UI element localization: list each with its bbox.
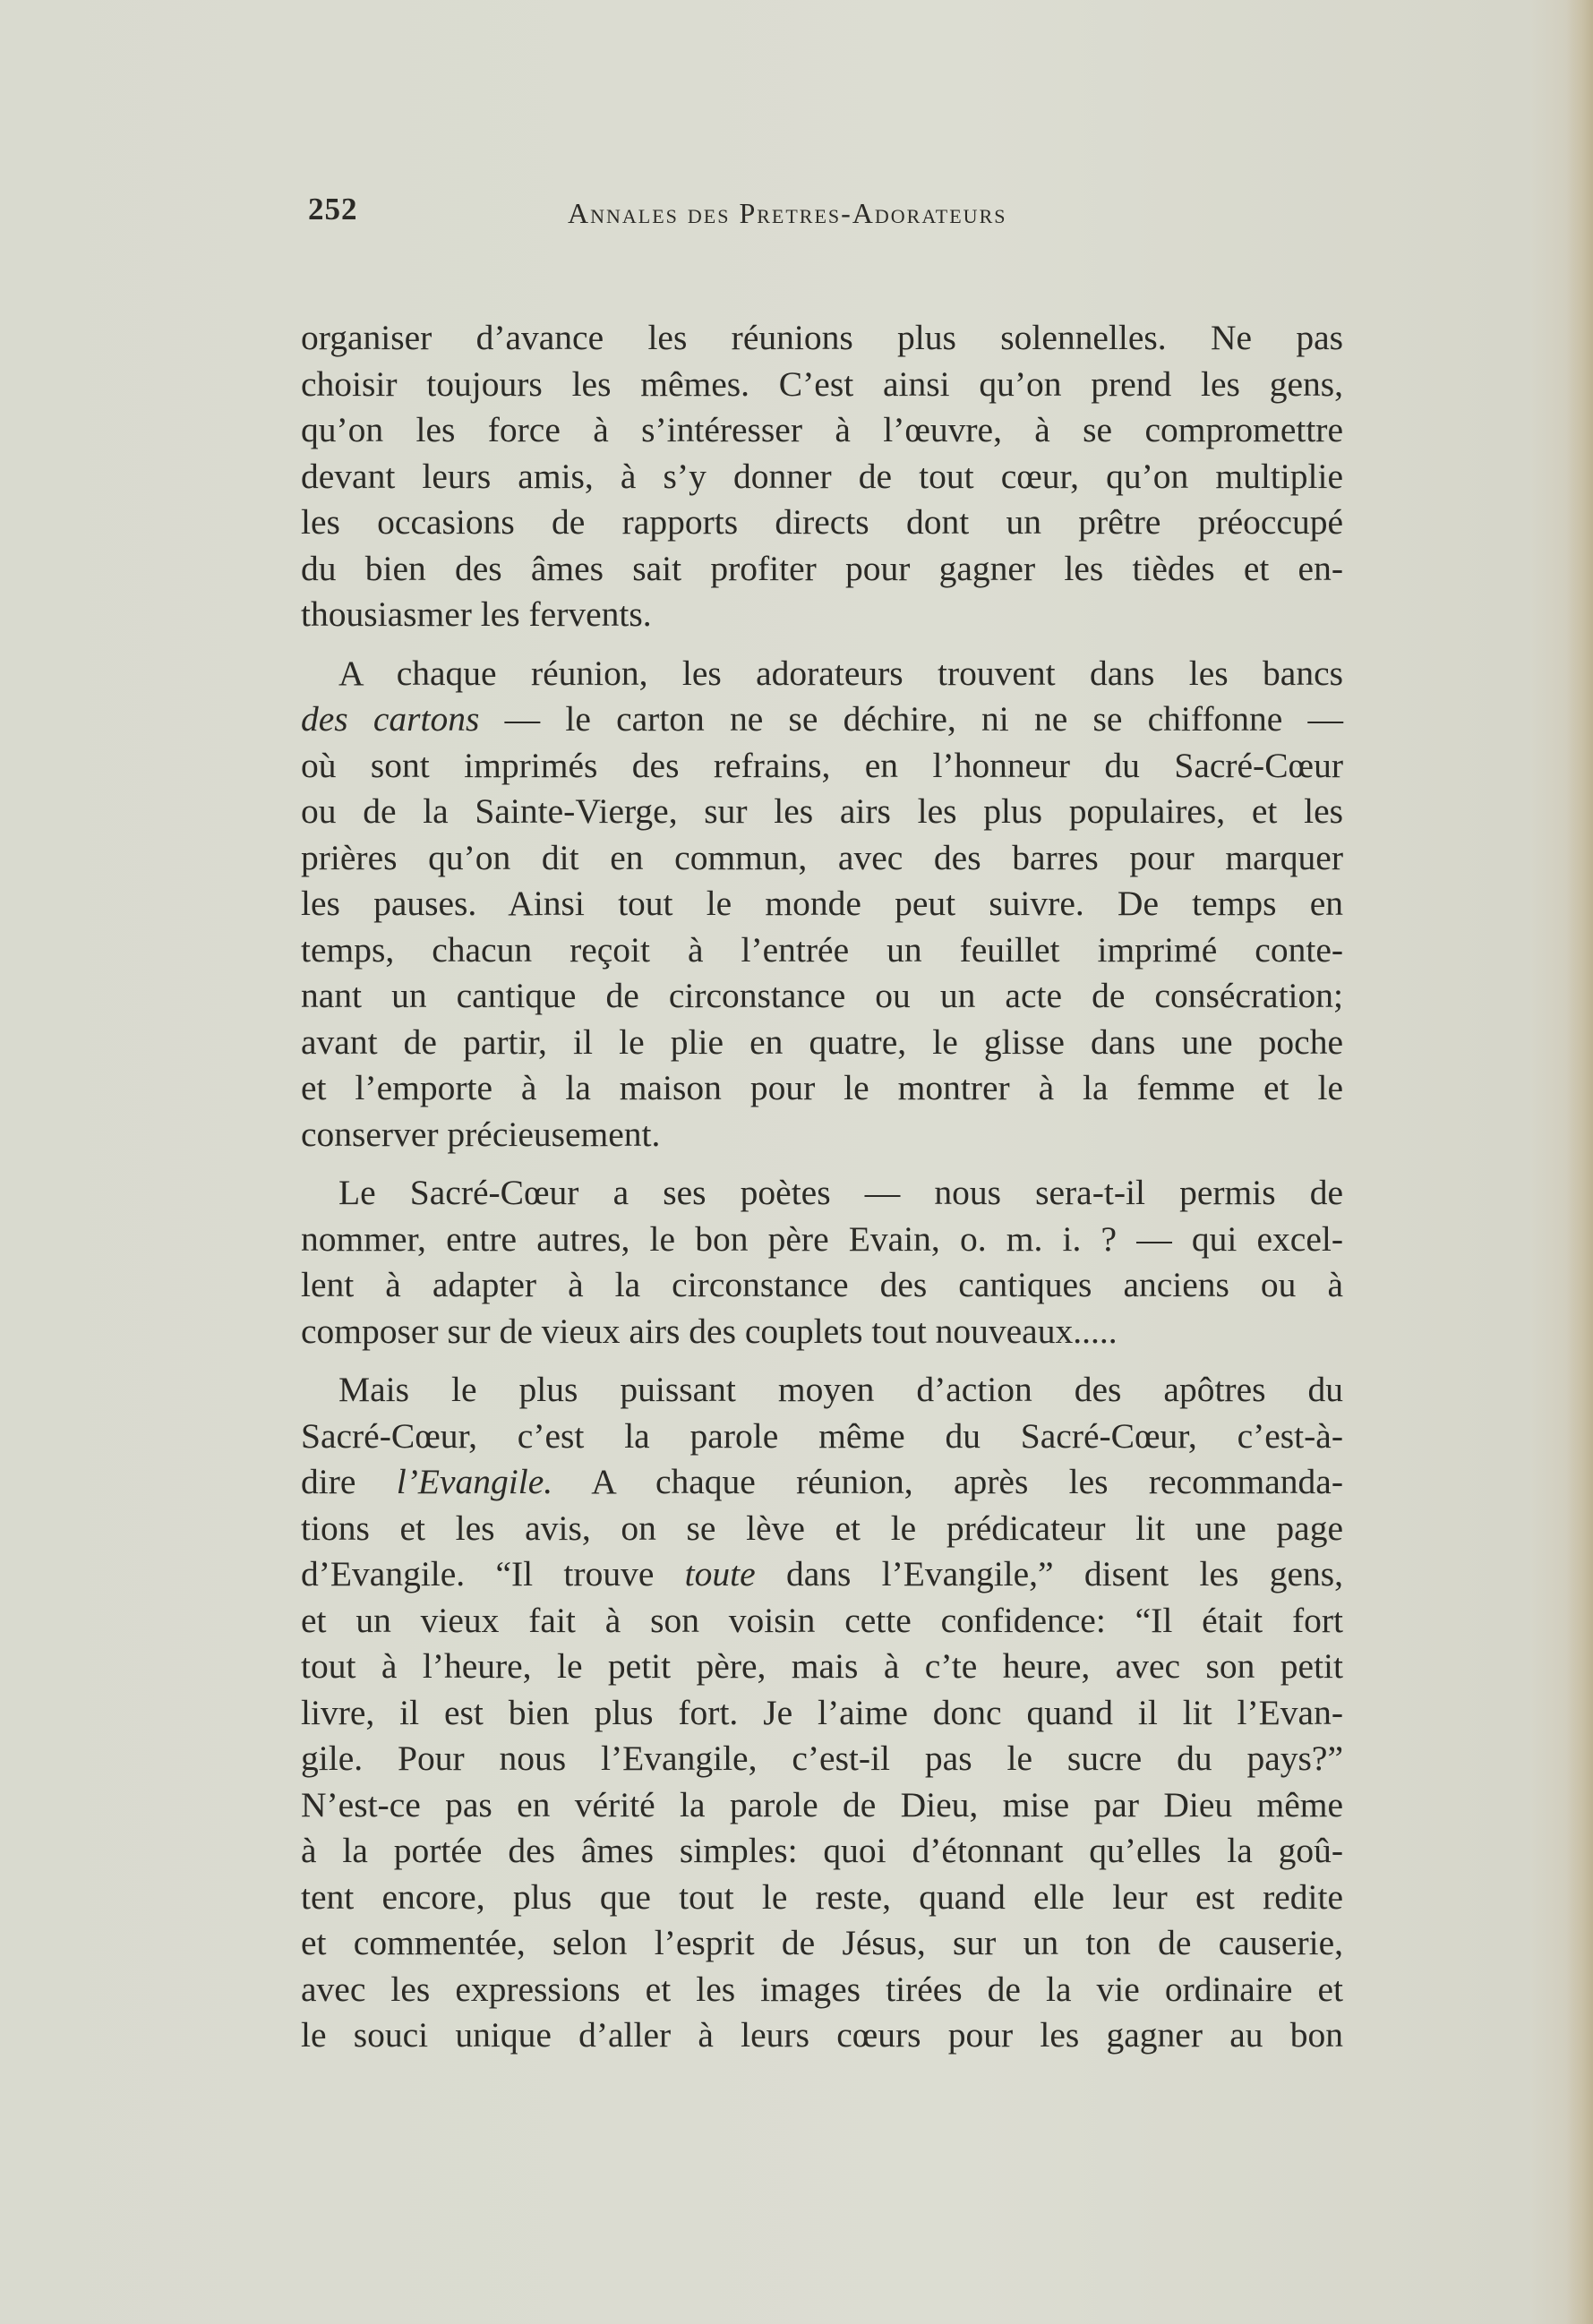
text-line: temps, chacun reçoit à l’entrée un feuillet imprimé conte-: [301, 929, 1343, 970]
text-line: prières qu’on dit en commun, avec des barres pour marquer: [301, 837, 1343, 877]
text-line: [301, 1459, 1343, 1506]
text-line: conserver précieusement.: [301, 1114, 661, 1154]
italic-text: l’Evangile.: [396, 1462, 553, 1501]
text-line: les pauses. Ainsi tout le monde peut suivre. De temps en: [301, 884, 1343, 923]
page-header: [308, 186, 1347, 240]
text-line: avant de partir, il le plie en quatre, le glisse dans une poche: [301, 1021, 1343, 1062]
text-line: [301, 1551, 1343, 1598]
text-line: nommer, entre autres, le bon père Evain, o. m. i. ? — qui excel-: [301, 1218, 1343, 1259]
text-line: thousiasmer les fervents.: [301, 594, 652, 634]
text-line: où sont imprimés des refrains, en l’honneur du Sacré-Cœur: [301, 745, 1343, 785]
text-line: tent encore, plus que tout le reste, quand elle leur est redite: [301, 1876, 1343, 1917]
text-run: — le carton ne se déchire, ni ne se chiffonne —: [479, 699, 1343, 739]
text-line: ou de la Sainte-Vierge, sur les airs les plus populaires, et les: [301, 791, 1343, 831]
italic-text: toute: [684, 1554, 756, 1593]
italic-text: des cartons: [301, 699, 480, 739]
text-line: lent à adapter à la circonstance des cantiques anciens ou à: [301, 1265, 1343, 1304]
text-line: composer sur de vieux airs des couplets tout nouveaux.....: [301, 1311, 1118, 1351]
text-run: d’Evangile. “Il trouve: [301, 1554, 685, 1593]
paragraph-4: [301, 1367, 1343, 2059]
text-line: le souci unique d’aller à leurs cœurs pour les gagner au bon: [301, 2015, 1343, 2055]
text-line: qu’on les force à s’intéresser à l’œuvre, à se compromettre: [301, 410, 1343, 449]
text-line: [301, 696, 1343, 743]
text-line: et un vieux fait à son voisin cette confidence: “Il était fort: [301, 1600, 1343, 1640]
text-line: et commentée, selon l’esprit de Jésus, sur un ton de causerie,: [301, 1923, 1343, 1962]
text-line: organiser d’avance les réunions plus solennelles. Ne pas: [301, 318, 1343, 357]
text-line: Le Sacré-Cœur a ses poètes — nous sera-t-il permis de: [338, 1173, 1343, 1212]
text-line: avec les expressions et les images tirées de la vie ordinaire et: [301, 1969, 1343, 2009]
text-line: nant un cantique de circonstance ou un acte de consécration;: [301, 976, 1343, 1015]
text-line: les occasions de rapports directs dont un prêtre préoccupé: [301, 502, 1343, 542]
text-line: devant leurs amis, à s’y donner de tout cœur, qu’on multiplie: [301, 456, 1343, 496]
text-line: tout à l’heure, le petit père, mais à c’te heure, avec son petit: [301, 1646, 1343, 1686]
text-line: et l’emporte à la maison pour le montrer à la femme et le: [301, 1068, 1343, 1107]
paragraph-3: [301, 1170, 1343, 1354]
text-line: gile. Pour nous l’Evangile, c’est-il pas le sucre du pays?”: [301, 1739, 1343, 1778]
page-number: 252: [308, 192, 358, 226]
page-edge: [1566, 0, 1593, 2324]
text-run: A chaque réunion, après les recommanda-: [552, 1462, 1343, 1501]
text-line: A chaque réunion, les adorateurs trouvent dans les bancs: [338, 653, 1343, 693]
body-text: [301, 315, 1343, 2059]
text-line: tions et les avis, on se lève et le prédicateur lit une page: [301, 1508, 1343, 1548]
text-line: Mais le plus puissant moyen d’action des apôtres du: [338, 1370, 1343, 1409]
text-run: dire: [301, 1462, 397, 1501]
paragraph-2: [301, 651, 1343, 1158]
text-line: à la portée des âmes simples: quoi d’étonnant qu’elles la goû-: [301, 1831, 1343, 1870]
text-line: N’est-ce pas en vérité la parole de Dieu, mise par Dieu même: [301, 1784, 1343, 1824]
running-head: Annales des Pretres-Adorateurs: [568, 197, 1007, 229]
text-line: livre, il est bien plus fort. Je l’aime donc quand il lit l’Evan-: [301, 1692, 1343, 1732]
text-line: choisir toujours les mêmes. C’est ainsi qu’on prend les gens,: [301, 363, 1343, 404]
paragraph-1: [301, 315, 1343, 638]
text-line: du bien des âmes sait profiter pour gagner les tièdes et en-: [301, 548, 1343, 588]
text-run: dans l’Evangile,” disent les gens,: [755, 1554, 1343, 1593]
text-line: Sacré-Cœur, c’est la parole même du Sacré-Cœur, c’est-à-: [301, 1415, 1343, 1456]
